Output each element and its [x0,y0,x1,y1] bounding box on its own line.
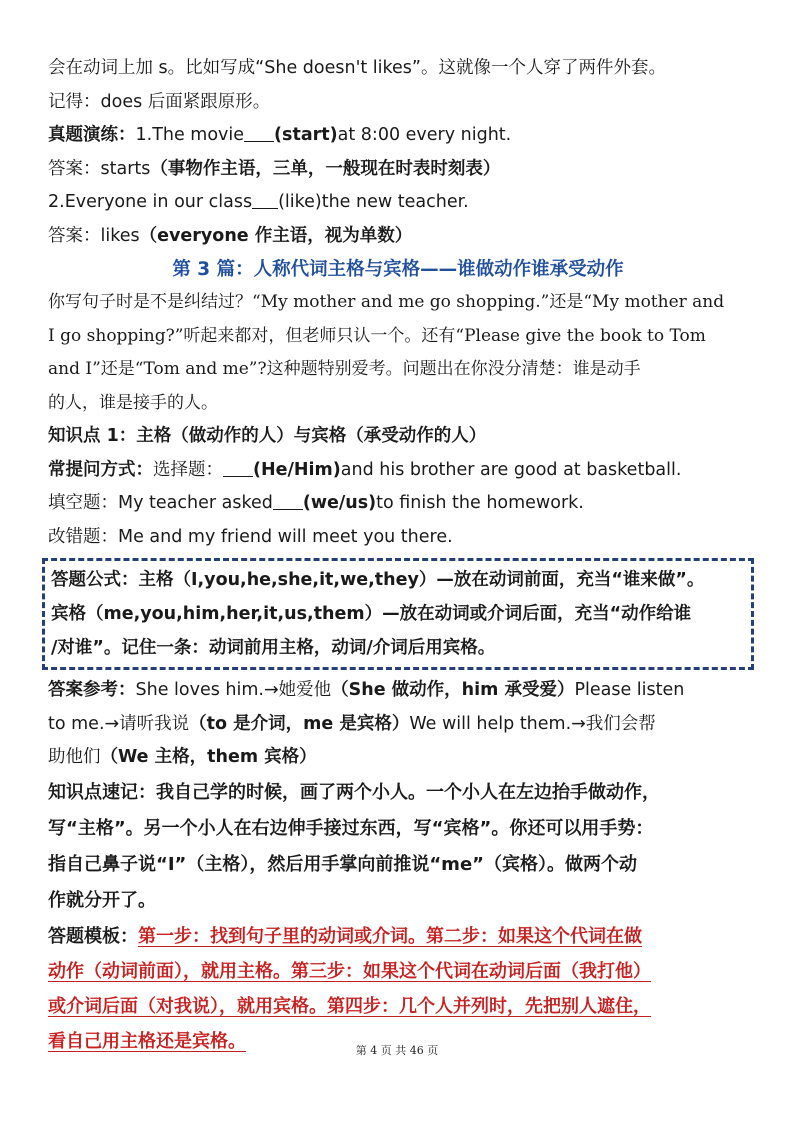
template-block [48,919,748,1059]
intro-line-1: 会在动词上加 s。比如写成“She doesn't likes”。这就像一个人穿了两件外套。 [48,58,666,78]
intro-line-2: 记得：does 后面紧跟原形。 [48,91,271,112]
fill-question: 填空题：My teacher asked (we/us)to finish the homework. [48,493,584,513]
template-line-1: 答题模板：第一步：找到句子里的动词或介词。第二步：如果这个代词在做 [48,925,642,947]
memory-line-1: 知识点速记：我自己学的时候，画了两个小人。一个小人在左边抬手做动作， [48,781,660,803]
memory-block [48,775,748,919]
story-line-2: I go shopping?”听起来都对，但老师只认一个。还有“Please give the book to Tom [48,325,706,346]
practice-question-1: 真题演练：1.The movie (start)at 8:00 every night. [48,125,512,145]
reference-line-3: 助他们（We 主格，them 宾格） [48,747,317,767]
template-line-4: 看自己用主格还是宾格。 [48,1030,246,1052]
memory-line-3: 指自己鼻子说“I”（主格），然后用手掌向前推说“me”（宾格）。做两个动 [48,853,637,875]
formula-line-2: 宾格（me,you,him,her,it,us,them）—放在动词或介词后面，充当“动作给谁 [51,604,692,624]
document-page [48,52,748,1059]
answer-blank [244,123,274,142]
practice-answer-2: 答案：likes（everyone 作主语，视为单数） [48,225,413,246]
practice-answer-1: 答案：starts（事物作主语，三单，一般现在时表时刻表） [48,158,501,179]
answer-blank [223,458,253,477]
template-line-2: 动作（动词前面），就用主格。第三步：如果这个代词在动词后面（我打他） [48,960,651,982]
formula-line-3: /对谁”。记住一条：动词前用主格，动词/介词后用宾格。 [51,638,496,658]
answer-blank [252,190,278,209]
memory-line-4: 作就分开了。 [48,889,156,911]
template-line-3: 或介词后面（对我说），就用宾格。第四步：几个人并列时，先把别人遮住， [48,995,651,1017]
memory-line-2: 写“主格”。另一个小人在右边伸手接过东西，写“宾格”。你还可以用手势： [48,817,654,839]
story-line-3: and I”还是“Tom and me”?这种题特别爱考。问题出在你没分清楚：谁是动手 [48,359,641,379]
fix-question: 改错题：Me and my friend will meet you there. [48,526,453,547]
section-title: 第 3 篇：人称代词主格与宾格——谁做动作谁承受动作 [172,259,624,280]
reference-line-1: 答案参考：She loves him.→她爱他（She 做动作，him 承受爱）Please listen [48,680,685,700]
formula-box [42,558,754,670]
knowledge-1-title: 知识点 1：主格（做动作的人）与宾格（承受动作的人） [48,426,487,446]
story-line-1: 你写句子时是不是纠结过？“My mother and me go shopping.”还是“My mother and [48,292,725,312]
page-footer: 第 4 页 共 46 页 [355,1044,439,1057]
answer-blank [273,491,303,510]
choice-question: 常提问方式：选择题： (He/Him)and his brother are good at basketball. [48,459,682,480]
story-line-4: 的人，谁是接手的人。 [48,392,218,413]
reference-line-2: to me.→请听我说（to 是介词，me 是宾格）We will help them.→我们会帮 [48,713,656,734]
formula-line-1: 答题公式：主格（I,you,he,she,it,we,they）—放在动词前面，充当“谁来做”。 [51,570,705,590]
practice-question-2: 2.Everyone in our class (like)the new teacher. [48,192,469,212]
practice-label: 真题演练： [48,125,136,145]
